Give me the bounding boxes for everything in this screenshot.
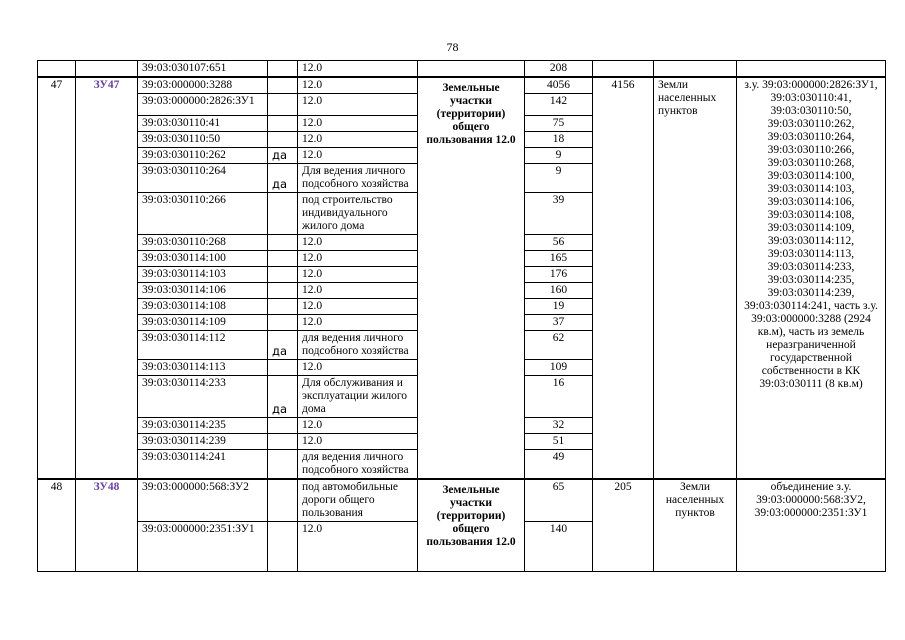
- cadastral-number: 39:03:030114:233: [138, 376, 268, 418]
- cell-num: [38, 61, 76, 78]
- plot-label: ЗУ48: [76, 479, 138, 572]
- permitted-use: 12.0: [298, 116, 418, 132]
- cadastral-number: 39:03:030110:266: [138, 193, 268, 235]
- cadastral-number: 39:03:030110:50: [138, 132, 268, 148]
- cadastral-number: 39:03:030110:262: [138, 148, 268, 164]
- row-number: 47: [38, 77, 76, 479]
- cadastral-number: 39:03:030114:113: [138, 360, 268, 376]
- category: Земельные участки (территории) общего пользования 12.0: [418, 479, 525, 572]
- cell-flag: [268, 61, 298, 78]
- cell-note: [737, 61, 886, 78]
- cadastral-number: 39:03:030114:112: [138, 331, 268, 360]
- permitted-use: под автомобильные дороги общего пользования: [298, 479, 418, 522]
- permitted-use: 12.0: [298, 315, 418, 331]
- cadastral-number: 39:03:030110:41: [138, 116, 268, 132]
- land-category: Земли населенных пунктов: [654, 479, 737, 572]
- cadastral-number: 39:03:030110:268: [138, 235, 268, 251]
- permitted-use: 12.0: [298, 299, 418, 315]
- table-row: [38, 479, 886, 522]
- cell-total: [593, 61, 654, 78]
- area-value: 160: [525, 283, 593, 299]
- cadastral-number: 39:03:030114:235: [138, 418, 268, 434]
- flag-cell: да: [268, 376, 298, 418]
- area-value: 109: [525, 360, 593, 376]
- area-value: 37: [525, 315, 593, 331]
- cadastral-number: 39:03:000000:3288: [138, 77, 268, 94]
- area-value: 51: [525, 434, 593, 450]
- permitted-use: 12.0: [298, 251, 418, 267]
- area-value: 49: [525, 450, 593, 480]
- area-value: 140: [525, 522, 593, 572]
- flag-cell: да: [268, 148, 298, 164]
- flag-cell: [268, 360, 298, 376]
- flag-cell: [268, 450, 298, 480]
- land-category: Земли населенных пунктов: [654, 77, 737, 479]
- flag-cell: [268, 193, 298, 235]
- permitted-use: для ведения личного подсобного хозяйства: [298, 331, 418, 360]
- flag-cell: [268, 94, 298, 116]
- cadastral-number: 39:03:000000:2351:ЗУ1: [138, 522, 268, 572]
- cadastral-number: 39:03:030114:100: [138, 251, 268, 267]
- flag-cell: [268, 479, 298, 522]
- cell-area: 208: [525, 61, 593, 78]
- permitted-use: 12.0: [298, 360, 418, 376]
- row-number: 48: [38, 479, 76, 572]
- cadastral-number: 39:03:030114:109: [138, 315, 268, 331]
- area-value: 39: [525, 193, 593, 235]
- cadastral-number: 39:03:000000:568:ЗУ2: [138, 479, 268, 522]
- permitted-use: 12.0: [298, 77, 418, 94]
- flag-cell: [268, 235, 298, 251]
- plot-label: ЗУ47: [76, 77, 138, 479]
- total-area: 205: [593, 479, 654, 572]
- flag-cell: [268, 434, 298, 450]
- cadastral-number: 39:03:030114:108: [138, 299, 268, 315]
- permitted-use: 12.0: [298, 94, 418, 116]
- flag-cell: [268, 418, 298, 434]
- area-value: 176: [525, 267, 593, 283]
- area-value: 56: [525, 235, 593, 251]
- area-value: 32: [525, 418, 593, 434]
- permitted-use: Для ведения личного подсобного хозяйства: [298, 164, 418, 193]
- cell-category: [418, 61, 525, 78]
- flag-cell: да: [268, 164, 298, 193]
- category: Земельные участки (территории) общего пользования 12.0: [418, 77, 525, 479]
- area-value: 62: [525, 331, 593, 360]
- permitted-use: 12.0: [298, 235, 418, 251]
- area-value: 9: [525, 148, 593, 164]
- table-row: [38, 61, 886, 78]
- cadastral-number: 39:03:030110:264: [138, 164, 268, 193]
- permitted-use: 12.0: [298, 132, 418, 148]
- area-value: 9: [525, 164, 593, 193]
- table-body: [38, 61, 886, 572]
- area-value: 142: [525, 94, 593, 116]
- area-value: 18: [525, 132, 593, 148]
- permitted-use: Для обслуживания и эксплуатации жилого дома: [298, 376, 418, 418]
- permitted-use: 12.0: [298, 434, 418, 450]
- page-number: 78: [446, 40, 459, 54]
- table-row: [38, 77, 886, 94]
- flag-cell: [268, 116, 298, 132]
- permitted-use: 12.0: [298, 418, 418, 434]
- permitted-use: для ведения личного подсобного хозяйства: [298, 450, 418, 480]
- cell-use: 12.0: [298, 61, 418, 78]
- flag-cell: [268, 522, 298, 572]
- flag-cell: [268, 283, 298, 299]
- area-value: 16: [525, 376, 593, 418]
- flag-cell: [268, 299, 298, 315]
- cadastral-number: 39:03:030114:239: [138, 434, 268, 450]
- plot-note: объединение з.у. 39:03:000000:568:ЗУ2, 39:03:000000:2351:ЗУ1: [737, 479, 886, 572]
- flag-cell: [268, 132, 298, 148]
- cell-zu: [76, 61, 138, 78]
- cadastral-number: 39:03:030114:103: [138, 267, 268, 283]
- cadastral-number: 39:03:000000:2826:ЗУ1: [138, 94, 268, 116]
- flag-cell: [268, 251, 298, 267]
- land-plots-table: [37, 60, 886, 572]
- permitted-use: 12.0: [298, 283, 418, 299]
- area-value: 65: [525, 479, 593, 522]
- permitted-use: 12.0: [298, 522, 418, 572]
- cell-cadastral: 39:03:030107:651: [138, 61, 268, 78]
- flag-cell: [268, 267, 298, 283]
- flag-cell: да: [268, 331, 298, 360]
- permitted-use: под строительство индивидуального жилого дома: [298, 193, 418, 235]
- flag-cell: [268, 315, 298, 331]
- total-area: 4156: [593, 77, 654, 479]
- cell-land: [654, 61, 737, 78]
- area-value: 165: [525, 251, 593, 267]
- permitted-use: 12.0: [298, 267, 418, 283]
- flag-cell: [268, 77, 298, 94]
- permitted-use: 12.0: [298, 148, 418, 164]
- area-value: 19: [525, 299, 593, 315]
- plot-note: з.у. 39:03:000000:2826:ЗУ1, 39:03:030110:41, 39:03:030110:50, 39:03:030110:262, 39:03:030110:264, 39:03:030110:266, 39:03:030110:268, 39:03:030114:100, 39:03:030114:103, 39:03:030114:106, 39:03:030114:108, 39:03:030114:109, 39:03:030114:112, 39:03:030114:113, 39:03:030114:233, 39:03:030114:235, 39:03:030114:239, 39:03:030114:241, часть з.у. 39:03:000000:3288 (2924 кв.м), часть из земель неразграниченной государственной собственности в КК 39:03:030111 (8 кв.м): [737, 77, 886, 479]
- area-value: 75: [525, 116, 593, 132]
- cadastral-number: 39:03:030114:241: [138, 450, 268, 480]
- area-value: 4056: [525, 77, 593, 94]
- cadastral-number: 39:03:030114:106: [138, 283, 268, 299]
